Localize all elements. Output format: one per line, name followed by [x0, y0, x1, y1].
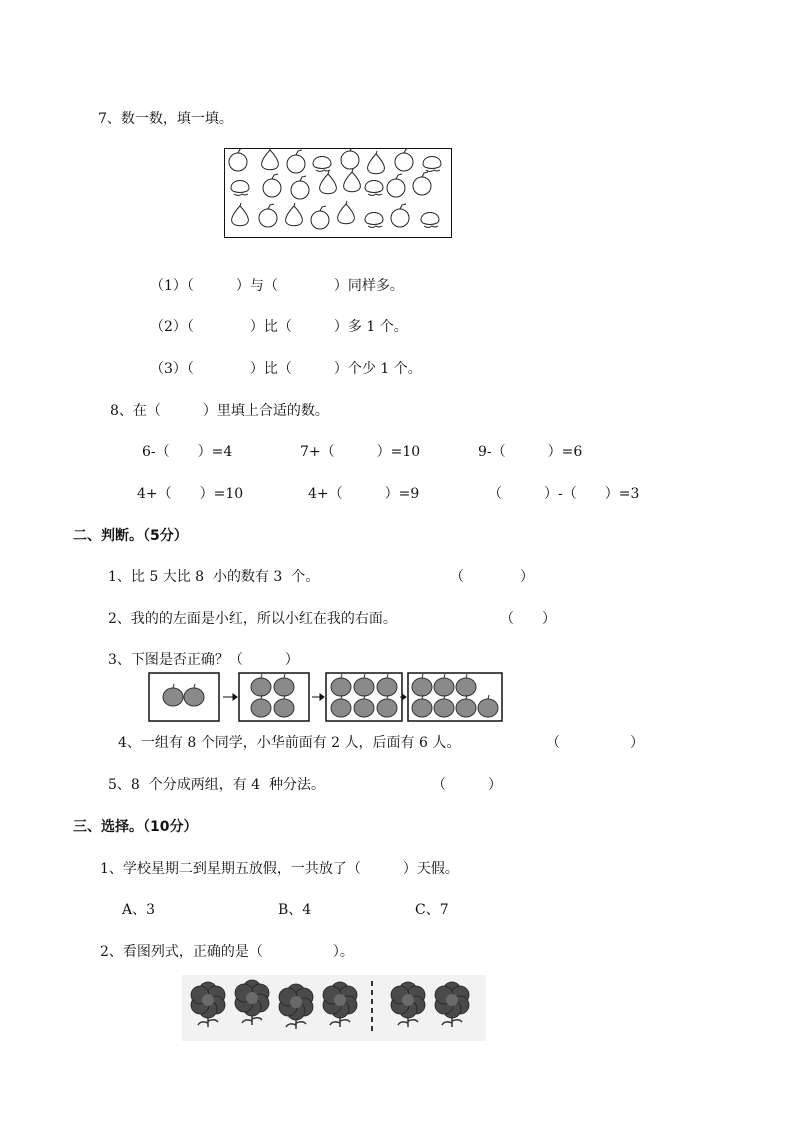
q8-eq-4: 4+（ ）=10	[137, 486, 244, 502]
arrow-right-icon	[402, 694, 406, 700]
q7-item-3: （3）（ ）比（ ）个少 1 个。	[150, 361, 422, 377]
choice-q1-option-a: A、3	[122, 902, 156, 918]
q7-title: 7、数一数，填一填。	[98, 111, 233, 127]
q8-eq-6: （ ）-（ ）=3	[488, 486, 640, 502]
judge-blank-5: （ ）	[432, 777, 502, 793]
judge-item-3: 3、下图是否正确？（ ）	[108, 652, 299, 668]
q8-eq-1: 6-（ ）=4	[142, 444, 233, 460]
choice-q2: 2、看图列式，正确的是（ ）。	[100, 944, 354, 960]
q8-eq-3: 9-（ ）=6	[478, 444, 583, 460]
choice-q1: 1、学校星期二到星期五放假，一共放了（ ）天假。	[100, 861, 459, 877]
apple-boxes-figure	[148, 670, 504, 724]
fruit-counting-figure	[224, 148, 452, 238]
judge-blank-4: （ ）	[546, 735, 644, 751]
judge-item-5: 5、8 个分成两组，有 4 种分法。	[108, 777, 325, 793]
section3-title: 三、选择。（10分）	[73, 819, 198, 835]
q8-eq-2: 7+（ ）=10	[300, 444, 421, 460]
q8-title: 8、在（ ）里填上合适的数。	[110, 403, 329, 419]
q8-eq-5: 4+（ ）=9	[308, 486, 420, 502]
flowers-figure	[182, 975, 486, 1041]
q7-item-1: （1）（ ）与（ ）同样多。	[150, 278, 404, 294]
choice-q1-option-c: C、7	[415, 902, 449, 918]
judge-blank-2: （ ）	[500, 611, 556, 627]
judge-item-4: 4、一组有 8 个同学，小华前面有 2 人，后面有 6 人。	[118, 735, 461, 751]
judge-blank-1: （ ）	[450, 569, 534, 585]
judge-item-1: 1、比 5 大比 8 小的数有 3 个。	[108, 569, 320, 585]
choice-q1-option-b: B、4	[278, 902, 312, 918]
q7-item-2: （2）（ ）比（ ）多 1 个。	[150, 319, 408, 335]
judge-item-2: 2、我的的左面是小红，所以小红在我的右面。	[108, 611, 397, 627]
section2-title: 二、判断。（5分）	[73, 528, 188, 544]
